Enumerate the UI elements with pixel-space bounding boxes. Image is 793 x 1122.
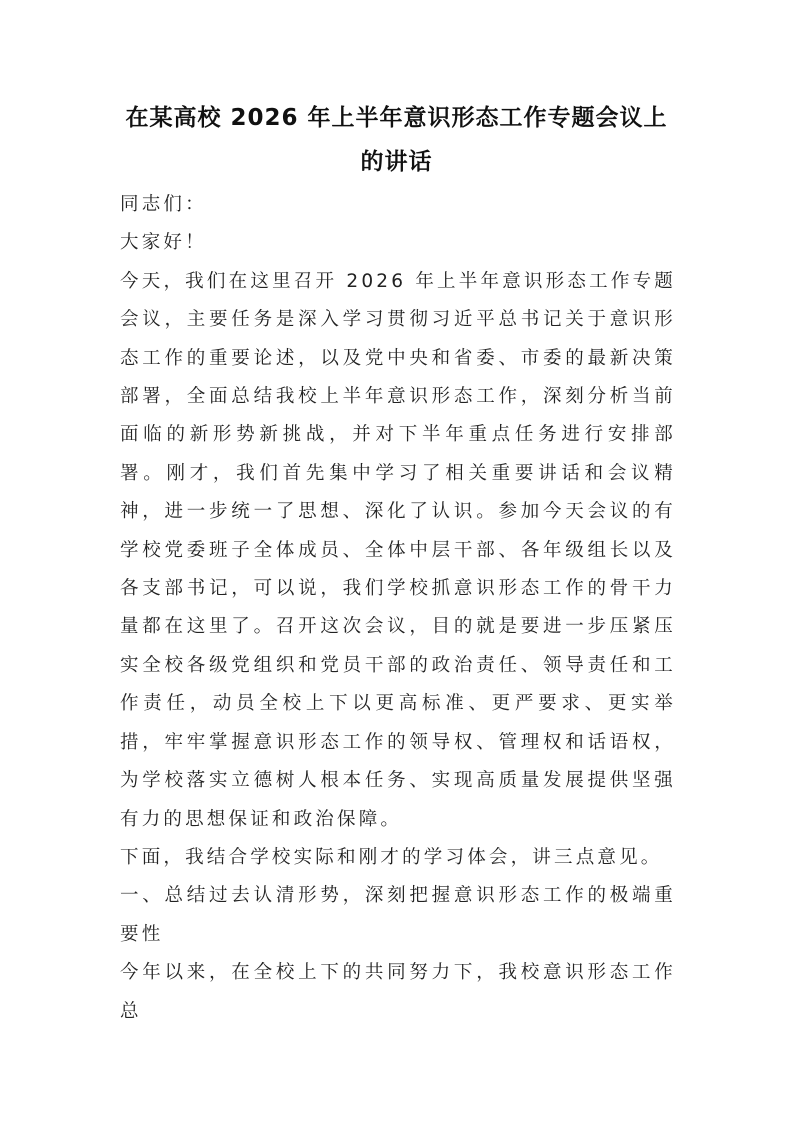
- document-title-line-2: 的讲话: [360, 149, 433, 175]
- document-title: [120, 96, 673, 184]
- salutation-paragraph: 同志们：: [120, 194, 207, 215]
- document-title-line-1: 在某高校 2026 年上半年意识形态工作专题会议上: [125, 105, 668, 131]
- section-heading-1: 一、总结过去认清形势，深刻把握意识形态工作的极端重要性: [120, 885, 676, 945]
- intro-paragraph: 今天，我们在这里召开 2026 年上半年意识形态工作专题会议，主要任务是深入学习贯彻习近平总书记关于意识形态工作的重要论述，以及党中央和省委、市委的最新决策部署，全面总结我校上半年意识形态工作，深刻分析当前面临的新形势新挑战，并对下半年重点任务进行安排部署。刚才，我们首先集中学习了相关重要讲话和会议精神，进一步统一了思想、深化了认识。参加今天会议的有学校党委班子全体成员、全体中层干部、各年级组长以及各支部书记，可以说，我们学校抓意识形态工作的骨干力量都在这里了。召开这次会议，目的就是要进一步压紧压实全校各级党组织和党员干部的政治责任、领导责任和工作责任，动员全校上下以更高标准、更严要求、更实举措，牢牢掌握意识形态工作的领导权、管理权和话语权，为学校落实立德树人根本任务、实现高质量发展提供坚强有力的思想保证和政治保障。: [120, 270, 676, 830]
- transition-paragraph: 下面，我结合学校实际和刚才的学习体会，讲三点意见。: [120, 846, 663, 868]
- document-body: [120, 186, 676, 1031]
- section-1-paragraph: 今年以来，在全校上下的共同努力下，我校意识形态工作总: [120, 962, 676, 1022]
- greeting-paragraph: 大家好！: [120, 232, 207, 254]
